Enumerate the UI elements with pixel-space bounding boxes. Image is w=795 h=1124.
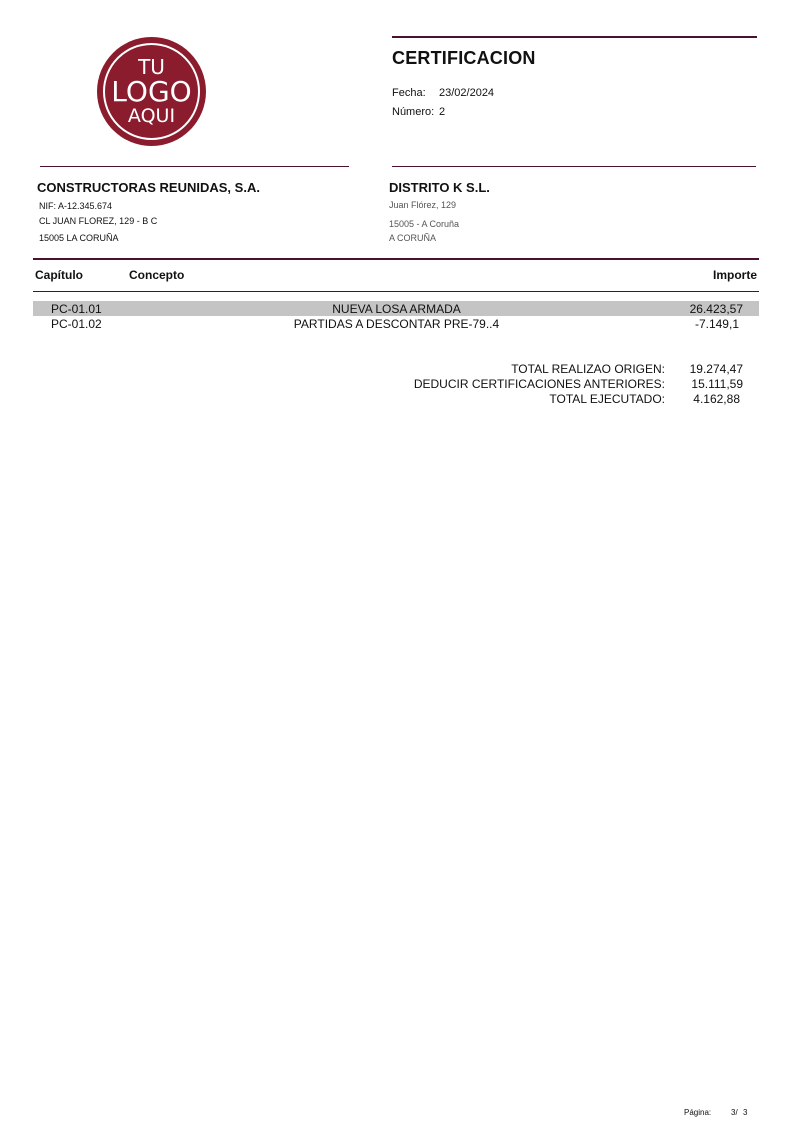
client-postal: 15005 - A Coruña (389, 219, 460, 229)
issuer-name: CONSTRUCTORAS REUNIDAS, S.A. (37, 180, 260, 195)
company-logo (97, 37, 206, 146)
client-top-rule (392, 166, 756, 167)
table-header-top-rule (33, 258, 759, 260)
number-label: Número: (392, 106, 435, 118)
number-value: 2 (439, 106, 446, 118)
total-executed-label: TOTAL EJECUTADO: (549, 392, 665, 406)
row-concept: PARTIDAS A DESCONTAR PRE-79..4 (293, 317, 500, 331)
logo-text-line1: TU (138, 55, 165, 79)
row-chapter: PC-01.01 (51, 302, 102, 316)
row-concept: NUEVA LOSA ARMADA (332, 302, 461, 316)
logo-text-line2: LOGO (111, 75, 192, 108)
issuer-top-rule (40, 166, 349, 167)
total-executed-value: 4.162,88 (693, 392, 740, 406)
logo-text-line3: AQUI (127, 105, 176, 127)
issuer-nif: NIF: A-12.345.674 (39, 201, 113, 211)
row-amount: -7.149,1 (694, 317, 739, 331)
column-header-amount: Importe (712, 268, 757, 282)
document-title: CERTIFICACION (392, 48, 536, 68)
client-province: A CORUÑA (389, 233, 437, 243)
table-header-bottom-rule (33, 291, 759, 292)
total-origin-value: 19.274,47 (689, 362, 743, 376)
row-amount: 26.423,57 (689, 302, 743, 316)
page-number: 3/ (731, 1108, 738, 1117)
previous-certifications-value: 15.111,59 (691, 377, 743, 391)
client-address: Juan Flórez, 129 (389, 200, 457, 210)
page-label: Página: (684, 1108, 712, 1117)
total-pages: 3 (743, 1108, 748, 1117)
table-row (33, 301, 759, 316)
table-row (33, 316, 759, 331)
issuer-address: CL JUAN FLOREZ, 129 - B C (39, 216, 158, 226)
total-origin-label: TOTAL REALIZAO ORIGEN: (511, 362, 665, 376)
date-label: Fecha: (392, 87, 426, 99)
date-value: 23/02/2024 (439, 87, 495, 99)
row-chapter: PC-01.02 (51, 317, 102, 331)
issuer-city: 15005 LA CORUÑA (39, 233, 119, 243)
column-header-concept: Concepto (129, 268, 185, 282)
client-name: DISTRITO K S.L. (389, 180, 490, 195)
title-top-rule (392, 36, 757, 38)
column-header-chapter: Capítulo (35, 268, 83, 282)
previous-certifications-label: DEDUCIR CERTIFICACIONES ANTERIORES: (413, 377, 665, 391)
